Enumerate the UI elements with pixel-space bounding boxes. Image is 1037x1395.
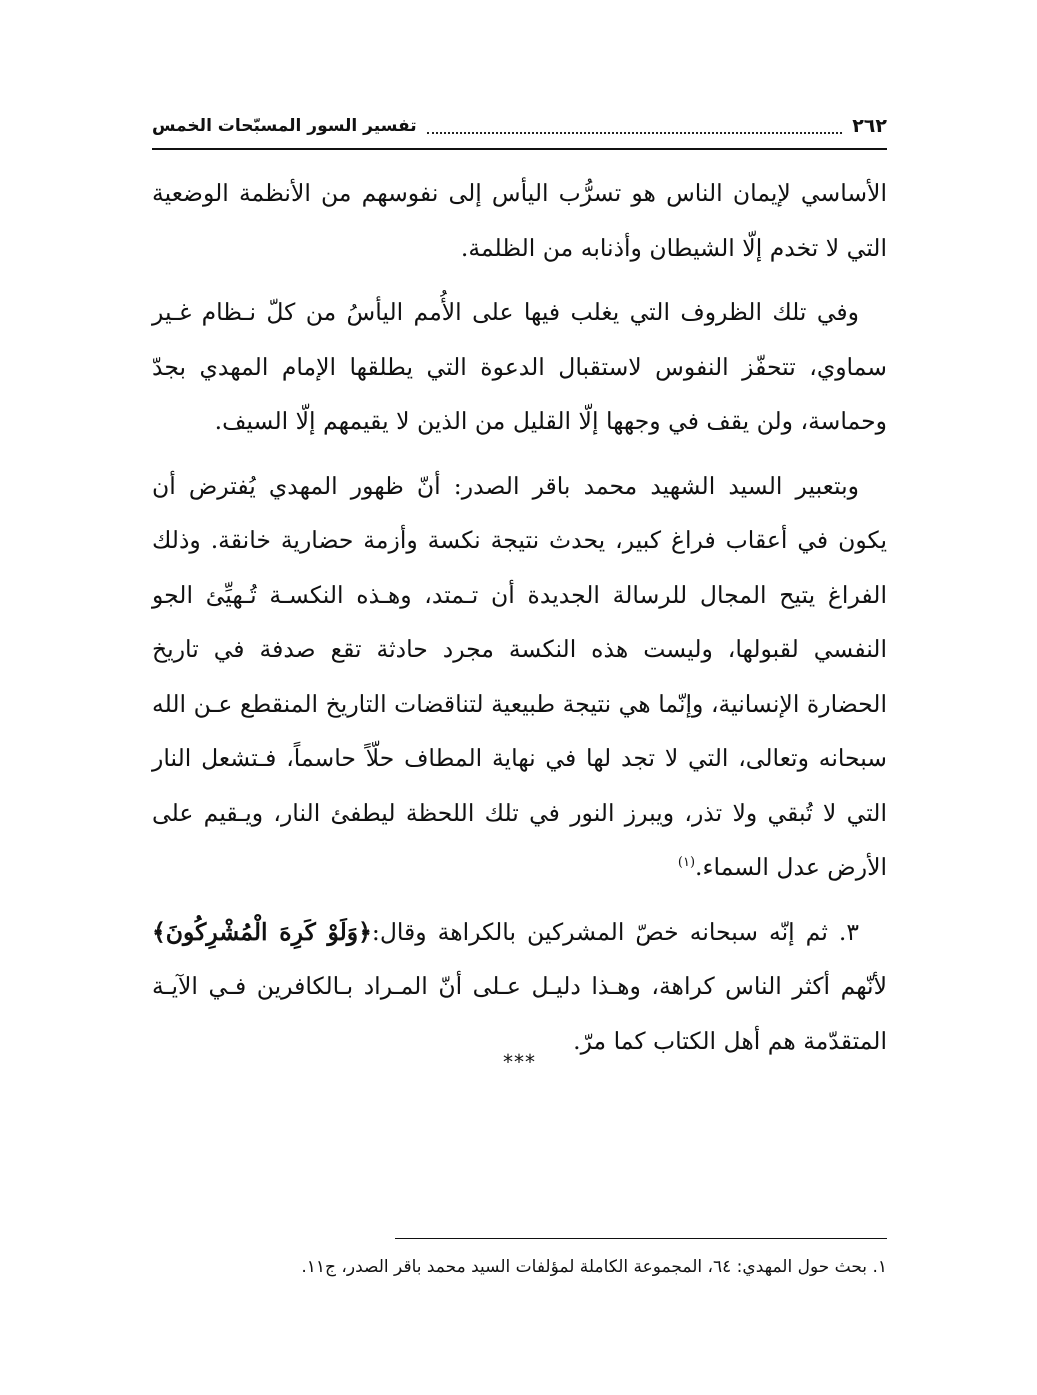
section-separator: *** <box>503 1050 536 1074</box>
paragraph-2: وفي تلك الظروف التي يغلب فيها على الأُمم اليأسُ من كلّ نـظام غـير سماوي، تتحفّز النفوس لاستقبال الدعوة التي يطلقها الإمام المهدي بجدّ وحماسة، ولن يقف في وجهها إلّا القليل من الذين لا يقيمهم إلّا السيف. <box>152 298 887 435</box>
page-header <box>152 112 887 140</box>
paragraph-3 <box>152 459 887 895</box>
running-title: تفسير السور المسبّحات الخمس <box>152 116 417 136</box>
page-number: ٢٦٢ <box>852 115 887 137</box>
main-text <box>152 166 887 1078</box>
footnote: ١. بحث حول المهدي: ٦٤، المجموعة الكاملة لمؤلفات السيد محمد باقر الصدر، ج١١. <box>301 1257 887 1277</box>
paragraph-4 <box>152 905 887 1069</box>
header-divider <box>152 148 887 150</box>
paragraph-1: الأساسي لإيمان الناس هو تسرُّب اليأس إلى نفوسهم من الأنظمة الوضعية التي لا تخدم إلّا الشيطان وأذنابه من الظلمة. <box>152 179 887 262</box>
header-dot-leader <box>427 118 843 134</box>
paragraph-3-text: وبتعبير السيد الشهيد محمد باقر الصدر: أنّ ظهور المهدي يُفترض أن يكون في أعقاب فراغ كبير، يحدث نتيجة نكسة وأزمة حضارية خانقة. وذلك الفراغ يتيح المجال للرسالة الجديدة أن تـمتد، وهـذه النكسـة تُـهيِّئ الجو النفسي لقبولها، وليست هذه النكسة مجرد حادثة تقع صدفة في تاريخ الحضارة الإنسانية، وإنّما هي نتيجة طبيعية لتناقضات التاريخ المنقطع عـن الله سبحانه وتعالى، التي لا تجد لها في نهاية المطاف حلّاً حاسماً، فـتشعل النار التي لا تُبقي ولا تذر، ويبرز النور في تلك اللحظة ليطفئ النار، ويـقيم على الأرض عدل السماء. <box>152 471 887 881</box>
quran-verse: ﴿وَلَوْ كَرِهَ الْمُشْرِكُونَ﴾ <box>152 917 372 946</box>
footnote-reference[interactable]: (١) <box>677 855 696 871</box>
footnote-divider <box>395 1238 887 1239</box>
paragraph-4-start: ٣. ثم إنّه سبحانه خصّ المشركين بالكراهة وقال: <box>371 917 859 946</box>
paragraph-4-end: لأنّهم أكثر الناس كراهة، وهـذا دليـل عـلى أنّ المـراد بـالكافرين فـي الآيـة المتقدّمة هم أهل الكتاب كما مرّ. <box>152 972 887 1055</box>
